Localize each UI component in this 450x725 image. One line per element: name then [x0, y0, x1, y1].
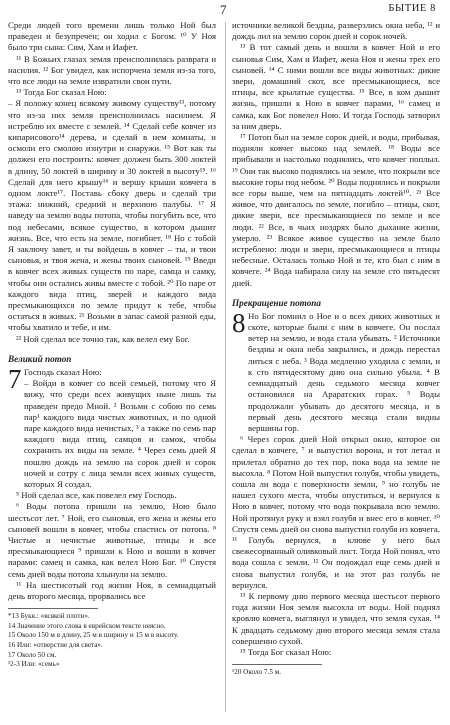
running-head: БЫТИЕ 8 [388, 3, 436, 14]
paragraph: ¹⁵ Тогда Бог сказал Ною: [240, 646, 332, 657]
page-header [0, 2, 450, 20]
footnote-separator [232, 664, 322, 665]
column-divider [225, 22, 226, 712]
paragraph: ¹¹ В Божьих глазах земля преисполнилась разврата и насилия. ¹² Бог увидел, как испорчена земля из-за того, что все люди на земле извратили свои пути. [8, 53, 216, 87]
paragraph: ⁶ Воды потопа пришли на землю, Ною было шестьсот лет. ⁷ Ной, его сыновья, его жена и жены его сыновей вошли в ковчег, чтобы спастись от потопа. ⁸ Чистые и нечистые животные, птицы и все пресмыкающиеся ⁹ пришли к Ною и вошли в ковчег парами: самец и самка, как велел Ною Бог. ¹⁰ Спустя семь дней воды потопа хлынули на землю. [8, 501, 216, 579]
paragraph: – Войди в ковчег со всей семьей, потому что Я вижу, что среди всех живущих ныне лишь ты праведен предо Мной. ² Возьми с собою по семь пар¹ каждого вида чистых животных, и по одной паре каждого вида нечистых, ³ а также по семь пар каждого вида птиц, самцов и самок, чтобы сохранить их виды на земле. ⁴ Через семь дней Я пошлю дождь на землю на сорок дней и сорок ночей и сотру с лица земли всех живых существ, которых Я создал. [24, 378, 216, 489]
footnote: 17 Около 50 см. [8, 650, 57, 659]
paragraph: Среди людей того времени лишь только Ной был праведен и безупречен; он ходил с Богом. ¹⁰ У Ноя было три сына: Сим, Хам и Иафет. [8, 20, 216, 53]
paragraph: ⁵ Ной сделал все, как повелел ему Господь. [16, 490, 177, 501]
footnote: 14 Значение этого слова в еврейском тексте неясно. [8, 621, 166, 630]
left-column [8, 20, 216, 710]
paragraph: ¹³ В тот самый день и вошли в ковчег Ной и его сыновья Сим, Хам и Иафет, жена Ноя и жены трех его сыновей. ¹⁴ С ними вошли все виды животных: дикие звери, домашний скот, все пресмыкающиеся, все птицы, все крылатые существа. ¹⁵ Все, в ком дышит жизнь, пришли к Ною в ковчег парами, ¹⁶ самец и самка, как Бог повелел Ною. И тогда Господь затворил за ним дверь. [232, 42, 440, 131]
footnote-separator [8, 608, 98, 609]
footnote: *13 Букв.: «всякой плоти». [8, 612, 90, 621]
paragraph: ⁶ Через сорок дней Ной открыл окно, которое он сделал в ковчеге, ⁷ и выпустил ворона, и тот летал и прилетал обратно до тех пор, пока вода на земле не высохла. ⁸ Потом Ной выпустил голубя, чтобы увидеть, сошла ли вода с поверхности земли, ⁹ но голубь не нашел сухого места, чтобы опуститься, и вернулся к Ною в ковчег, потому что вода покрывала всю землю. Ной протянул руку и взял голубя и внес его в ковчег. ¹⁰ Спустя семь дней он снова выпустил голубя из ковчега. ¹¹ Голубь вернулся, в клюве у него был свежесорванный оливковый лист. Тогда Ной понял, что вода сошла с земли. ¹² Он подождал еще семь дней и снова выпустил голубя, и на этот раз голубь не вернулся. [232, 434, 440, 590]
paragraph: ¹¹ На шестисотый год жизни Ноя, в семнадцатый день второго месяца, прорвались все [8, 579, 216, 601]
chapter-start [8, 363, 216, 490]
paragraph: источники великой бездны, разверзлись окна неба, ¹² и дождь лил на землю сорок дней и сорок ночей. [232, 20, 440, 42]
footnote: ¹2-3 Или: «семь» [8, 660, 60, 669]
footnotes [8, 612, 216, 670]
paragraph: – Я положу конец всякому живому существу¹³, потому что из-за них земля преисполнилась насилием. Я истреблю их вместе с землей. ¹⁴ Сделай себе ковчег из кипарисового¹⁴ дерева, и сделай в нем комнаты, и осмоли его смолою изнутри и снаружи. ¹⁵ Вот как ты должен его построить: ковчег должен быть 300 локтей в длину, 50 локтей в ширину и 30 локтей в высоту¹⁵. ¹⁶ Сделай для него крышу¹⁶ и вершу крыши ковчега в одном локте¹⁷. Поставь сбоку дверь и сделай три этажа: нижний, средний и верхнюю палубы. ¹⁷ Я наведу на землю воды потопа, чтобы погубить все, что под небесами, всякое существо, в котором дышит жизнь. Все, что есть на земле, погибнет. ¹⁸ Но с тобой Я заключу завет, и ты войдешь в ковчег – ты, и твои сыновья, и твоя жена, и жены твоих сыновей. ¹⁹ Введи в ковчег всех живых существ по паре, самца и самку, чтобы они остались живы вместе с тобой. ²⁰ По паре от каждого вида птиц, зверей и каждого вида пресмыкающихся по земле придут к тебе, чтобы остаться в живых. ²¹ Возьми в запас самой разной еды, чтобы хватило и тебе, и им. [8, 98, 216, 333]
footnote: 16 Или: «отверстие для света». [8, 640, 103, 649]
section-heading: Прекращение потопа [232, 297, 322, 308]
chapter-number: 8 [232, 307, 246, 338]
page-number: 7 [220, 2, 227, 17]
paragraph: ¹⁷ Потоп был на земле сорок дней, и воды, прибывая, подняли ковчег высоко над землей. ¹⁸ Воды все прибывали и настолько поднялись, что ковчег поплыл. ¹⁹ Они так высоко поднялись на земле, что покрыли все высокие горы под небом. ²⁰ Воды поднялись и покрыли все горы выше, чем на пятнадцать локтей¹⁰. ²¹ Все живое, что двигалось по земле, погибло – птицы, скот, дикие звери, все пресмыкающиеся по земле и все люди. ²² Все, в чьих ноздрях было дыхание жизни, умерло. ²³ Всякое живое существо на земле было истреблено: люди и звери, пресмыкающиеся и птицы небесные. Осталась только Ной и те, кто был с ним в ковчеге. ²⁴ Вода набирала силу на земле сто пятьдесят дней. [232, 132, 440, 288]
chapter-start [232, 307, 440, 434]
paragraph: ¹³ К первому дню первого месяца шестьсот первого года жизни Ноя земля высохла от воды. Ной поднял кровлю ковчега, выглянул и увидел, что земля сухая. ¹⁴ К двадцать седьмому дню второго месяца земля стала совершенно сухой. [232, 590, 440, 646]
footnote: 15 Около 150 м в длину, 25 м в ширину и 15 м в высоту. [8, 631, 179, 640]
footnote: ¹20 Около 7.5 м. [232, 668, 282, 677]
section-heading: Великий потоп [8, 353, 72, 364]
paragraph: Господь сказал Ною: [24, 366, 102, 377]
paragraph: ¹³ Тогда Бог сказал Ною: [16, 87, 107, 98]
paragraph: ²² Ной сделал все точно так, как велел ему Бог. [16, 333, 190, 344]
right-column [232, 20, 440, 710]
chapter-number: 7 [8, 363, 22, 394]
paragraph: Но Бог помнил о Ное и о всех диких животных и скоте, которые были с ним в ковчеге. Он послал ветер на землю, и вода стала убывать. ² Источники бездны и окна неба закрылись, и дождь перестал литься с неба. ³ Вода медленно уходила с земли, и к сто пятидесятому дню она сильно убыла. ⁴ В семнадцатый день седьмого месяца ковчег остановился на Араратских горах. ⁵ Воды продолжали убывать до десятого месяца, и в первый день десятого месяца стали видны вершины гор. [248, 310, 440, 433]
